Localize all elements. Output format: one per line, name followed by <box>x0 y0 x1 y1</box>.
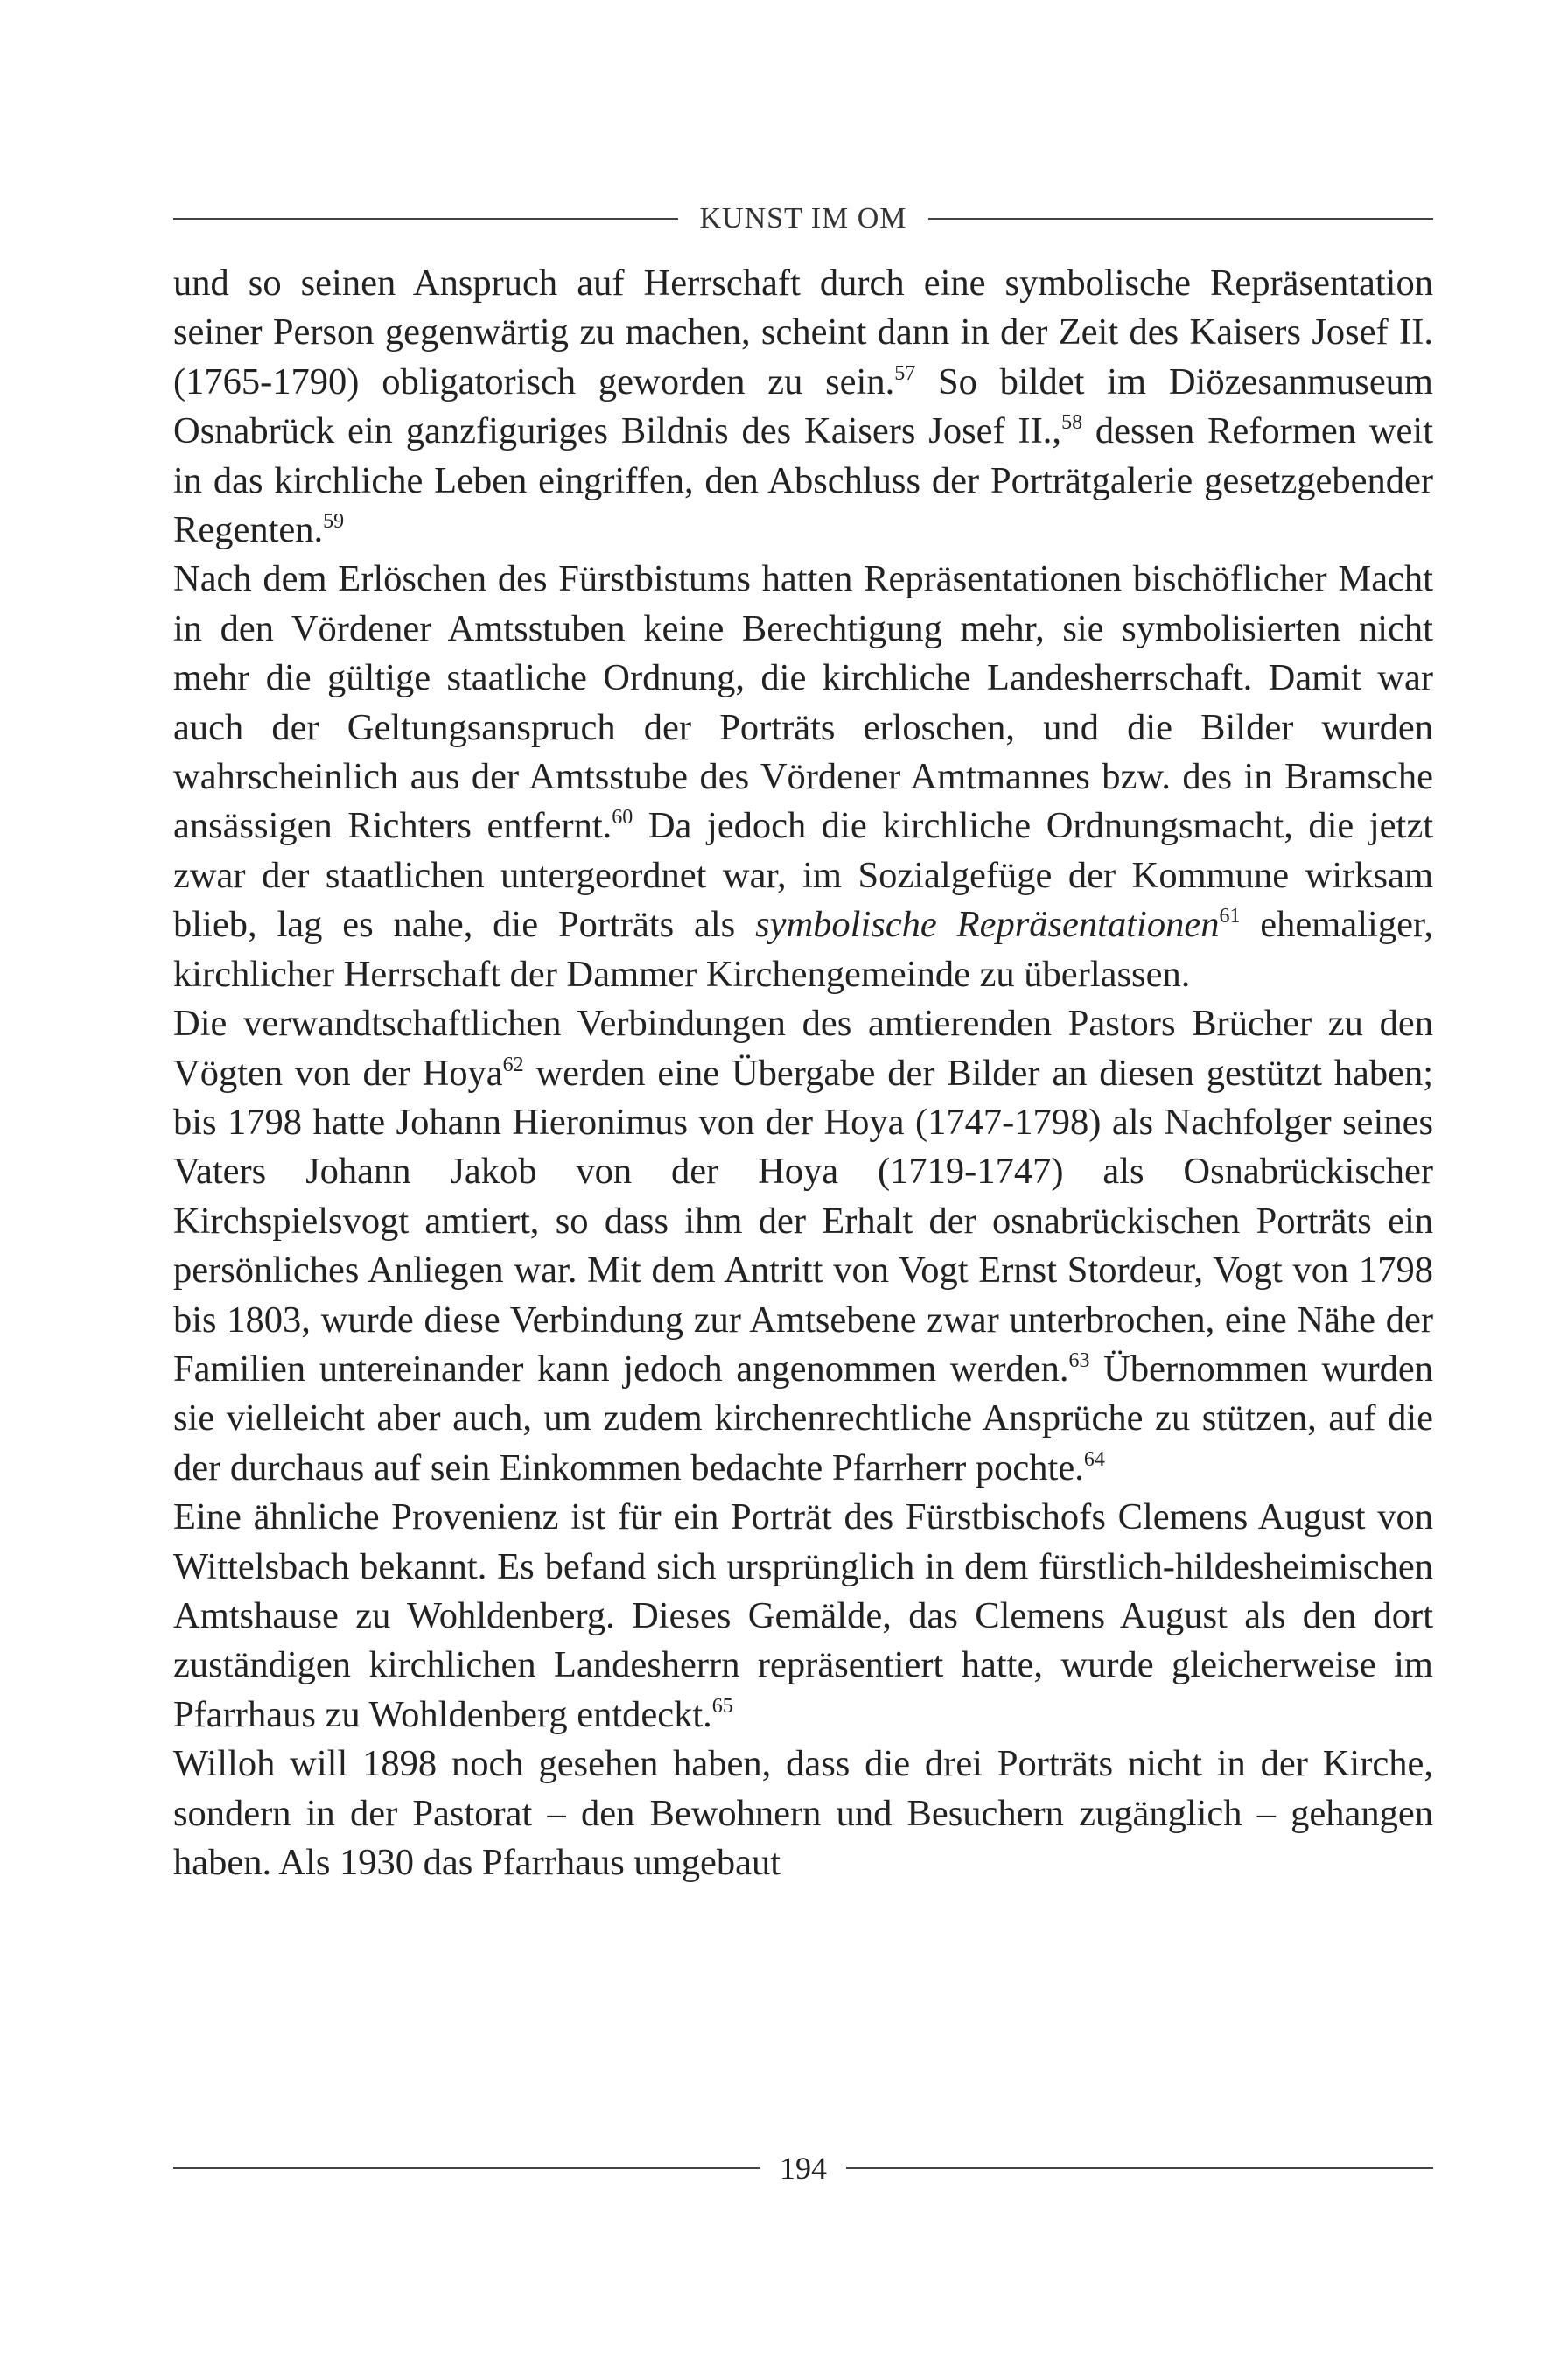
text-run: So bildet im Diözesanmuseum Osnabrück ein ganzfiguriges Bildnis des Kaisers Josef II., <box>173 360 1433 452</box>
footnote-reference: 62 <box>502 1053 524 1076</box>
text-run: dessen Reformen weit in das kirchliche Leben eingriffen, den Abschluss der Porträtgalerie gesetzgebender Regenten. <box>173 410 1434 551</box>
footnote-reference: 64 <box>1083 1447 1105 1471</box>
text-run: Übernommen wurden sie vielleicht aber auch, um zudem kirchenrechtliche Ansprüche zu stützen, auf die der durchaus auf sein Einkommen bedachte Pfarrherr pochte. <box>173 1348 1433 1488</box>
running-head <box>173 194 1433 243</box>
text-run: ehemaliger, kirchlicher Herrschaft der Dammer Kirchengemeinde zu überlassen. <box>173 904 1434 995</box>
footnote-reference: 63 <box>1068 1348 1090 1372</box>
text-run: Die verwandtschaftlichen Verbindungen des amtierenden Pastors Brücher zu den Vögten von der Hoya <box>173 1003 1433 1094</box>
paragraph <box>173 555 1433 999</box>
footnote-reference: 61 <box>1219 905 1241 928</box>
page-footer <box>173 2146 1433 2191</box>
footer-rule-right <box>846 2167 1433 2169</box>
text-run: Da jedoch die kirchliche Ordnungsmacht, die jetzt zwar der staatlichen untergeordnet war, im Sozialgefüge der Kommune wirksam blieb, lag es nahe, die Porträts als <box>173 805 1433 946</box>
running-head-title: KUNST IM OM <box>699 202 907 234</box>
paragraph <box>173 1740 1433 1887</box>
page-number: 194 <box>780 2151 827 2186</box>
footnote-reference: 59 <box>323 510 345 534</box>
running-head-rule-right <box>928 218 1433 220</box>
footnote-reference: 65 <box>711 1694 733 1718</box>
text-run: werden eine Übergabe der Bilder an diesen gestützt haben; bis 1798 hatte Johann Hieronimus von der Hoya (1747-1798) als Nachfolger seines Vaters Johann Jakob von der Hoya (1719-1747) als Osnabrückischer Kirchspielsvogt amtiert, so dass ihm der Erhalt der osnabrückischen Porträts ein persönliches Anliegen war. Mit dem Antritt von Vogt Ernst Stordeur, Vogt von 1798 bis 1803, wurde diese Verbindung zur Amtsebene zwar unterbrochen, eine Nähe der Familien untereinander kann jedoch angenommen werden. <box>173 1052 1433 1390</box>
text-run: Willoh will 1898 noch gesehen haben, dass die drei Porträts nicht in der Kirche, sondern in der Pastorat – den Bewohnern und Besuchern zugänglich – gehangen haben. Als 1930 das Pfarrhaus umgebaut <box>173 1743 1433 1883</box>
footnote-reference: 60 <box>612 806 634 830</box>
emphasized-text: symbolische Repräsentationen <box>755 904 1220 946</box>
footnote-reference: 57 <box>894 361 916 385</box>
text-run: und so seinen Anspruch auf Herrschaft durch eine symbolische Repräsentation seiner Person gegenwärtig zu machen, scheint dann in der Zeit des Kaisers Josef II. (1765-1790) obligatorisch geworden zu sein. <box>173 262 1433 402</box>
footer-rule-left <box>173 2167 760 2169</box>
text-run: Nach dem Erlöschen des Fürstbistums hatten Repräsentationen bischöflicher Macht in den Vördener Amtsstuben keine Berechtigung mehr, sie symbolisierten nicht mehr die gültige staatliche Ordnung, die kirchliche Landesherrschaft. Damit war auch der Geltungsanspruch der Porträts erloschen, und die Bilder wurden wahrscheinlich aus der Amtsstube des Vördener Amtmannes bzw. des in Bramsche ansässigen Richters entfernt. <box>173 558 1433 847</box>
paragraph <box>173 999 1433 1493</box>
paragraph <box>173 259 1433 555</box>
body-text <box>173 259 1433 1887</box>
running-head-rule-left <box>173 218 678 220</box>
footnote-reference: 58 <box>1061 411 1083 435</box>
paragraph <box>173 1493 1433 1740</box>
text-run: Eine ähnliche Provenienz ist für ein Porträt des Fürstbischofs Clemens August von Wittelsbach bekannt. Es befand sich ursprünglich in dem fürstlich-hildesheimischen Amtshause zu Wohldenberg. Dieses Gemälde, das Clemens August als den dort zuständigen kirchlichen Landesherrn repräsentiert hatte, wurde gleicherweise im Pfarrhaus zu Wohldenberg entdeckt. <box>173 1496 1433 1735</box>
